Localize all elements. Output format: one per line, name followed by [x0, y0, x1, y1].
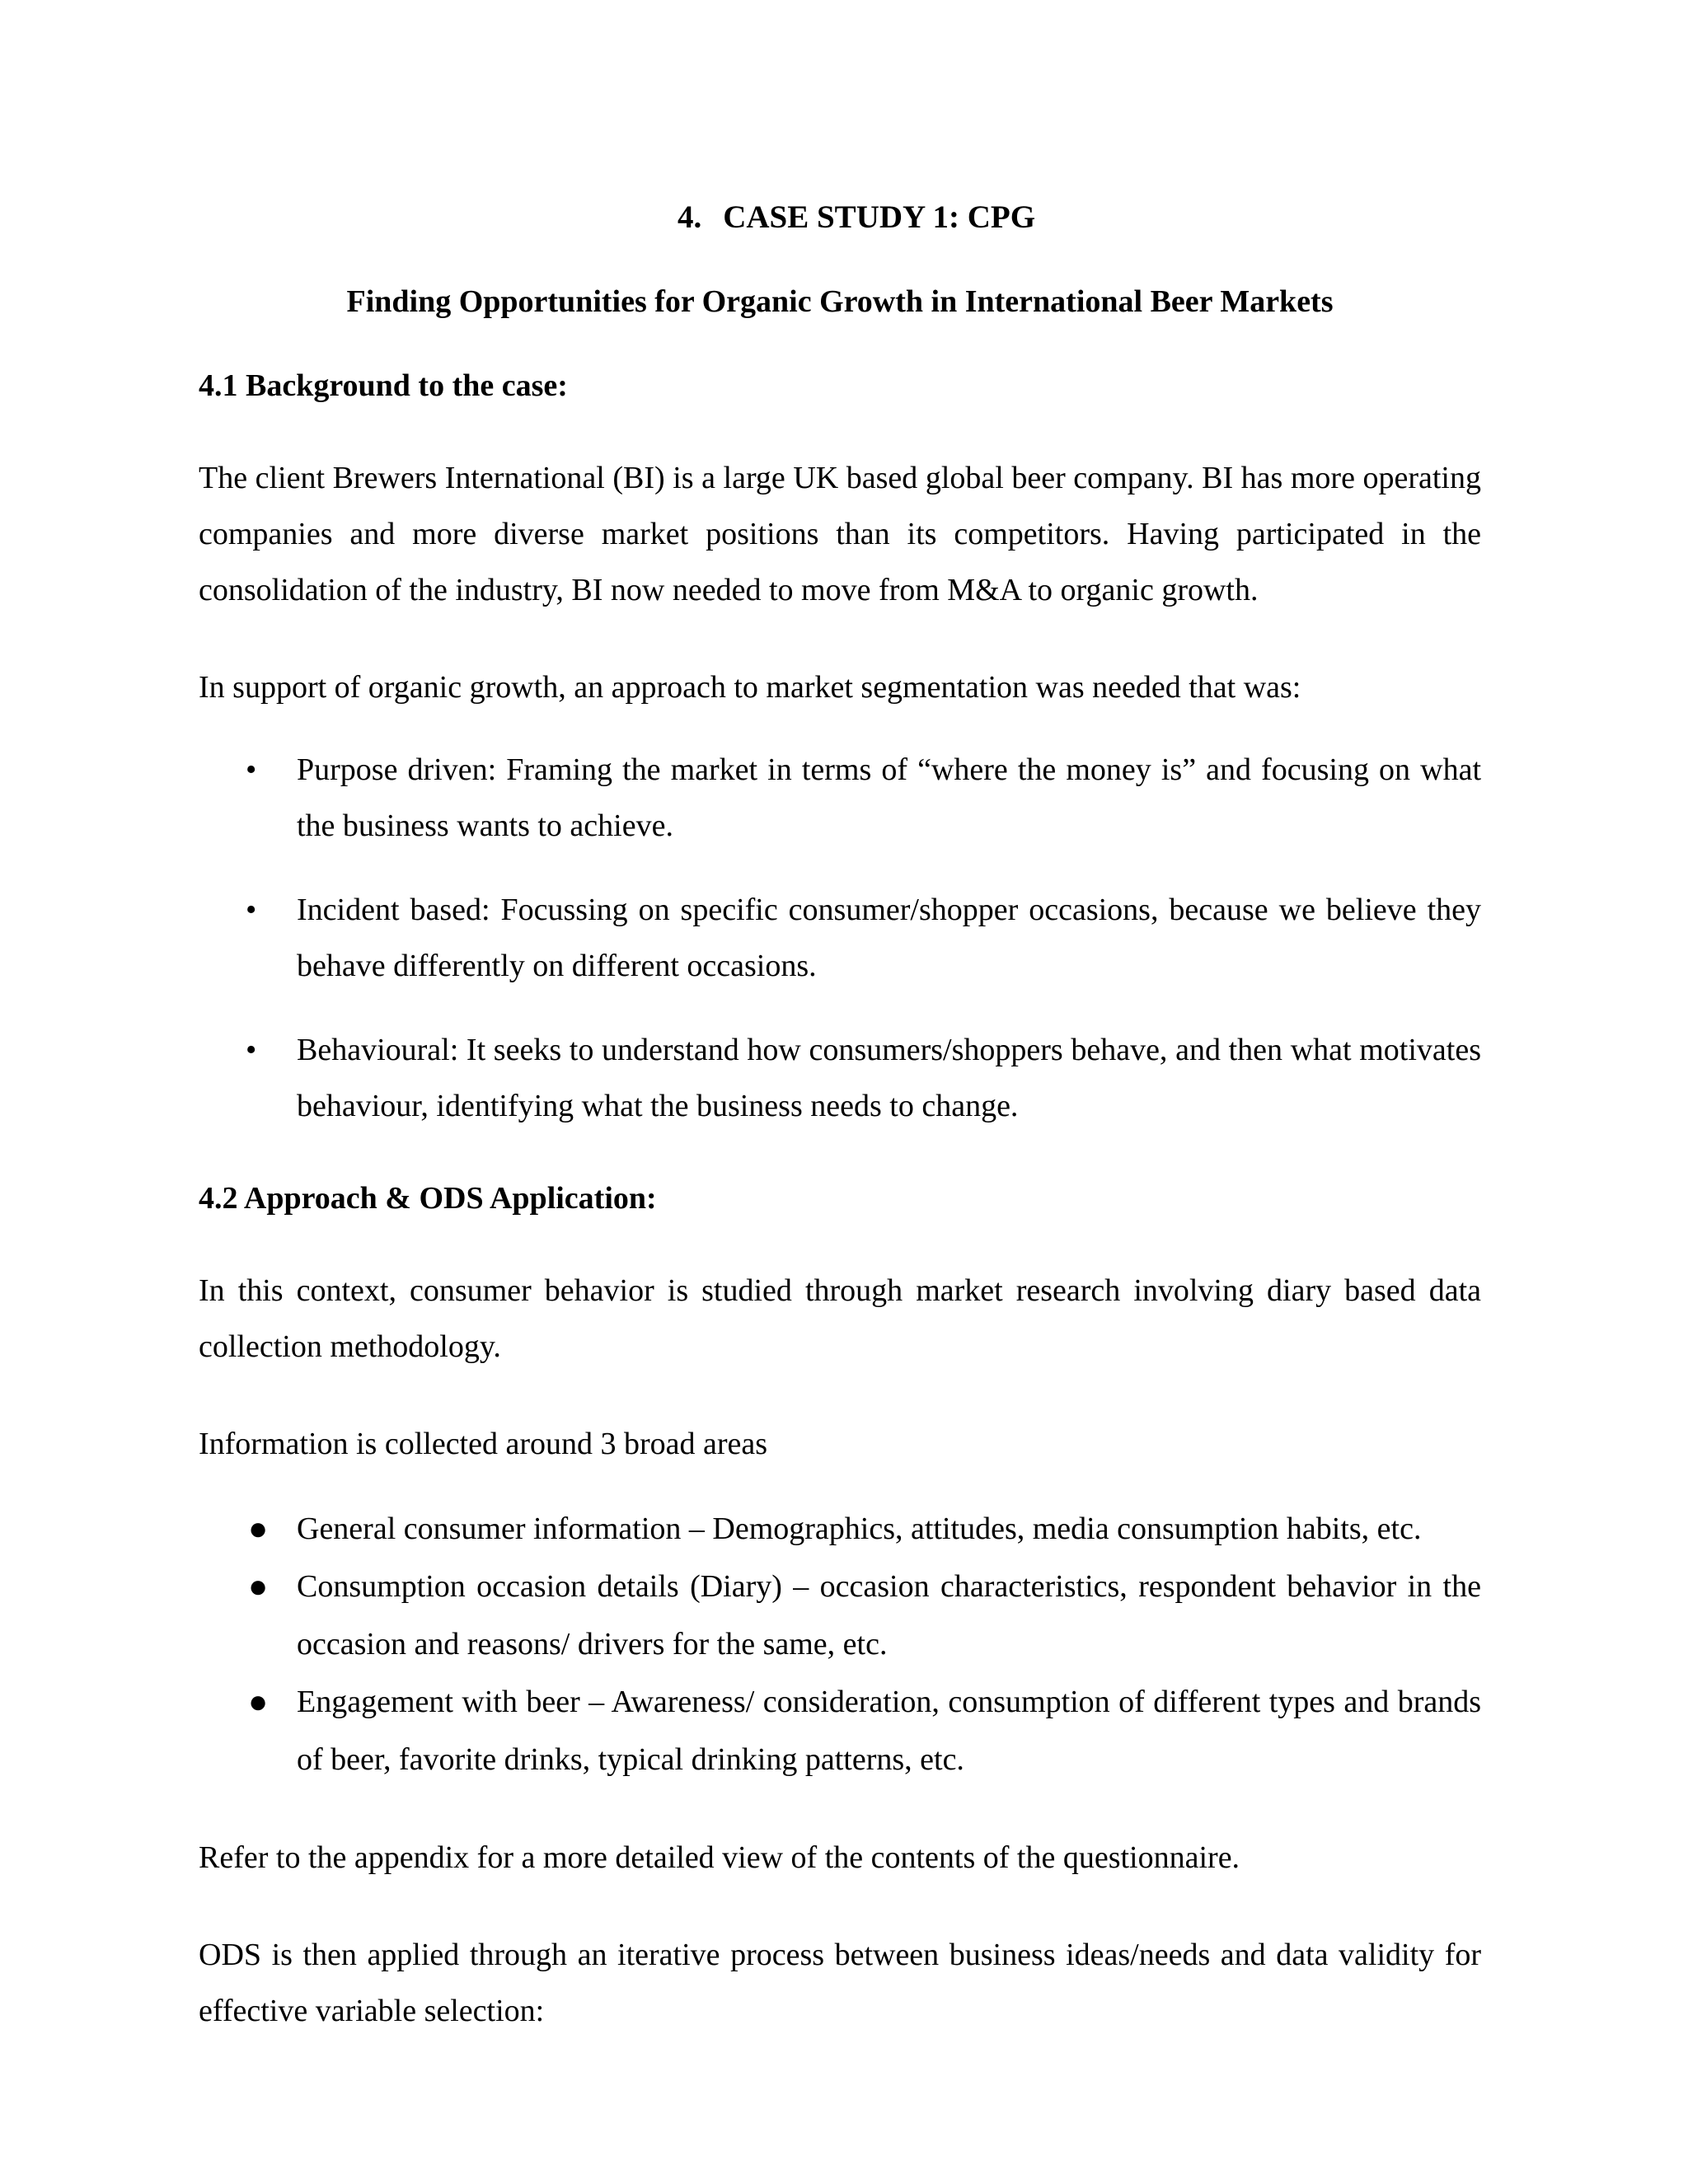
list-item — [199, 1558, 1481, 1673]
chapter-number: 4. — [677, 199, 702, 235]
list-item-text: Incident based: Focussing on specific consumer/shopper occasions, because we believe they behave differently on different occasions. — [297, 893, 1481, 983]
bullet-icon: ● — [248, 1568, 269, 1605]
appendix-reference-paragraph: Refer to the appendix for a more detailed view of the contents of the questionnaire. — [199, 1840, 1240, 1875]
list-item-text: Consumption occasion details (Diary) – occasion characteristics, respondent behavior in the occasion and reasons/ drivers for the same, etc. — [297, 1569, 1481, 1661]
bullet-icon: ● — [248, 1683, 269, 1720]
list-item — [199, 1673, 1481, 1788]
section-heading-approach: 4.2 Approach & ODS Application: — [199, 1181, 657, 1216]
chapter-heading — [199, 198, 1481, 237]
bullet-icon: • — [246, 1033, 257, 1067]
background-paragraph-2: In support of organic growth, an approach to market segmentation was needed that was: — [199, 670, 1301, 705]
list-item-text: Engagement with beer – Awareness/ consideration, consumption of different types and brands of beer, favorite drinks, typical drinking patterns, etc. — [297, 1685, 1481, 1777]
ods-process-paragraph: ODS is then applied through an iterative process between business ideas/needs and data validity for effective variable selection: — [199, 1938, 1481, 2028]
page-content — [199, 198, 1481, 2039]
list-item-text: General consumer information – Demographics, attitudes, media consumption habits, etc. — [297, 1511, 1422, 1546]
bullet-icon: ● — [248, 1510, 269, 1547]
chapter-title: CASE STUDY 1: CPG — [723, 199, 1036, 235]
approach-paragraph-2: Information is collected around 3 broad areas — [199, 1427, 768, 1461]
list-item — [199, 742, 1481, 854]
list-item-text: Behavioural: It seeks to understand how consumers/shoppers behave, and then what motivates behaviour, identifying what the business needs to change. — [297, 1033, 1481, 1123]
list-item-text: Purpose driven: Framing the market in terms of “where the money is” and focusing on what the business wants to achieve. — [297, 752, 1481, 843]
background-paragraph-1: The client Brewers International (BI) is a large UK based global beer company. BI has more operating companies and more diverse market positions than its competitors. Having participated in the consolidation of the industry, BI now needed to move from M&A to organic growth. — [199, 461, 1481, 607]
bullet-icon: • — [246, 893, 257, 927]
information-areas-list — [199, 1500, 1481, 1788]
case-subtitle: Finding Opportunities for Organic Growth in International Beer Markets — [346, 284, 1334, 319]
segmentation-criteria-list — [199, 742, 1481, 1134]
list-item — [199, 1500, 1481, 1558]
list-item — [199, 1022, 1481, 1134]
section-heading-background: 4.1 Background to the case: — [199, 368, 568, 403]
approach-paragraph-1: In this context, consumer behavior is studied through market research involving diary based data collection methodology. — [199, 1273, 1481, 1364]
bullet-icon: • — [246, 752, 257, 787]
list-item — [199, 882, 1481, 994]
